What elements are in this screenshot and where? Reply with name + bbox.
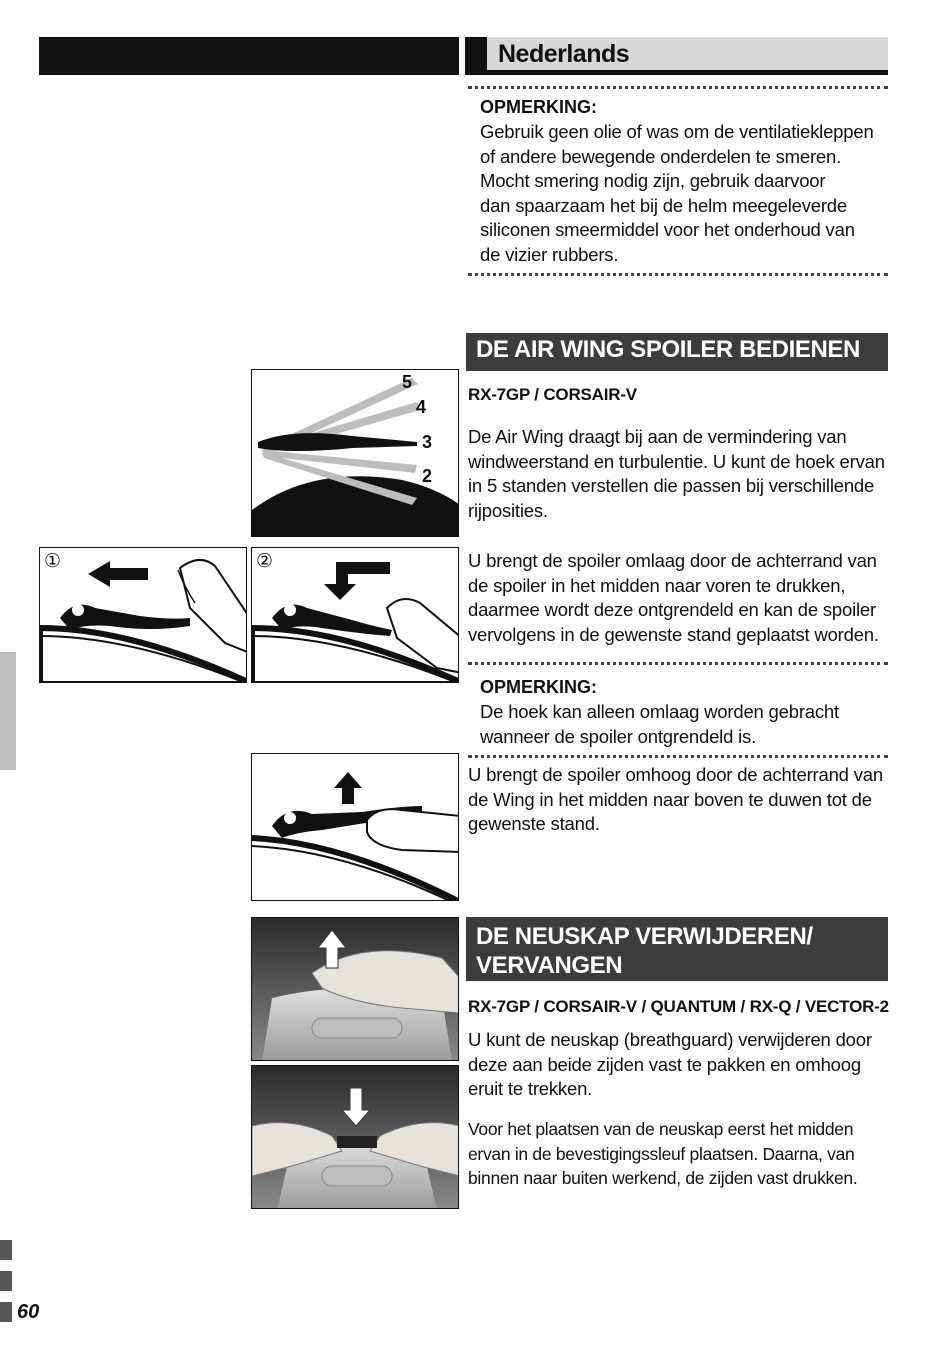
step-1-illustration	[40, 548, 247, 683]
text-line: eruit te trekken.	[468, 1078, 593, 1100]
margin-mark	[0, 1240, 12, 1260]
margin-mark	[0, 1302, 12, 1322]
section-breathguard-title	[466, 917, 888, 981]
note-title: OPMERKING:	[480, 97, 597, 117]
note2-divider-top	[468, 662, 888, 665]
text-line: daarmee wordt deze ontgrendeld en kan de spoiler	[468, 599, 876, 621]
section-air-wing-title: DE AIR WING SPOILER BEDIENEN	[466, 333, 888, 371]
spoiler-up-figure	[251, 753, 459, 901]
position-label: 3	[422, 432, 433, 452]
note-line: siliconen smeermiddel voor het onderhoud van	[480, 219, 855, 241]
text-line: binnen naar buiten werkend, de zijden vast drukken.	[468, 1168, 858, 1188]
text-line: de spoiler in het midden naar voren te drukken,	[468, 574, 846, 596]
note-line: Gebruik geen olie of was om de ventilatiekleppen	[480, 121, 874, 142]
step-label: ②	[256, 551, 274, 572]
section-air-wing-models: RX-7GP / CORSAIR-V	[468, 385, 637, 404]
text-line: ervan in de bevestigingssleuf plaatsen. Daarna, van	[468, 1143, 855, 1164]
step-2-illustration	[252, 548, 459, 683]
spoiler-up-illustration	[252, 754, 459, 901]
step-2-figure	[251, 547, 459, 683]
air-wing-paragraph-3	[468, 763, 893, 837]
note-spoiler-angle	[480, 677, 890, 749]
note-line: de vizier rubbers.	[480, 243, 619, 265]
air-wing-paragraph-2	[468, 549, 893, 647]
text-line: gewenste stand.	[468, 813, 600, 835]
text-line: U brengt de spoiler omlaag door de achterrand van	[468, 550, 877, 571]
position-label: 2	[422, 466, 433, 486]
breathguard-paragraph-2	[468, 1117, 893, 1191]
title-line: DE NEUSKAP VERWIJDEREN/	[476, 923, 813, 950]
text-line: Voor het plaatsen van de neuskap eerst het midden	[468, 1119, 854, 1139]
header-black-bar	[39, 37, 459, 75]
note-line: De hoek kan alleen omlaag worden gebracht	[480, 701, 839, 722]
step-label: ①	[44, 551, 62, 572]
language-header	[465, 37, 888, 75]
spoiler-positions-figure	[251, 369, 459, 537]
note-divider-bottom	[468, 273, 888, 276]
language-title: Nederlands	[498, 40, 630, 68]
note-divider-top	[468, 86, 888, 89]
text-line: in 5 standen verstellen die passen bij verschillende	[468, 475, 875, 497]
breathguard-paragraph-1	[468, 1028, 893, 1102]
note-line: Mocht smering nodig zijn, gebruik daarvoor	[480, 170, 826, 192]
breathguard-install-illustration	[252, 1066, 459, 1209]
note-lubrication	[480, 97, 890, 268]
breathguard-remove-illustration	[252, 918, 459, 1061]
breathguard-install-photo	[251, 1065, 459, 1209]
spoiler-positions-illustration	[252, 370, 459, 537]
air-wing-paragraph-1	[468, 425, 893, 523]
text-line: deze aan beide zijden vast te pakken en omhoog	[468, 1053, 861, 1075]
text-line: de Wing in het midden naar boven te duwen tot de	[468, 788, 872, 810]
position-label: 5	[402, 372, 413, 392]
section-breathguard-models: RX-7GP / CORSAIR-V / QUANTUM / RX-Q / VECTOR-2	[468, 997, 889, 1016]
text-line: De Air Wing draagt bij aan de vermindering van	[468, 426, 847, 447]
text-line: windweerstand en turbulentie. U kunt de hoek ervan	[468, 450, 885, 472]
note-title: OPMERKING:	[480, 677, 597, 697]
step-1-figure	[39, 547, 247, 683]
note-line: wanneer de spoiler ontgrendeld is.	[480, 725, 757, 747]
margin-mark	[0, 1271, 12, 1291]
text-line: U kunt de neuskap (breathguard) verwijderen door	[468, 1029, 872, 1050]
text-line: U brengt de spoiler omhoog door de achterrand van	[468, 764, 883, 785]
note2-divider-bottom	[468, 755, 888, 758]
language-header-mark	[465, 37, 487, 70]
position-label: 1	[416, 498, 427, 518]
note-line: of andere bewegende onderdelen te smeren.	[480, 145, 842, 167]
chapter-tab	[0, 652, 16, 770]
text-line: rijposities.	[468, 499, 548, 521]
note-line: dan spaarzaam het bij de helm meegeleverde	[480, 194, 847, 216]
page-number: 60	[17, 1301, 40, 1323]
breathguard-remove-photo	[251, 917, 459, 1061]
text-line: vervolgens in de gewenste stand geplaatst worden.	[468, 623, 879, 645]
position-label: 4	[416, 397, 427, 417]
title-line: VERVANGEN	[476, 952, 623, 979]
